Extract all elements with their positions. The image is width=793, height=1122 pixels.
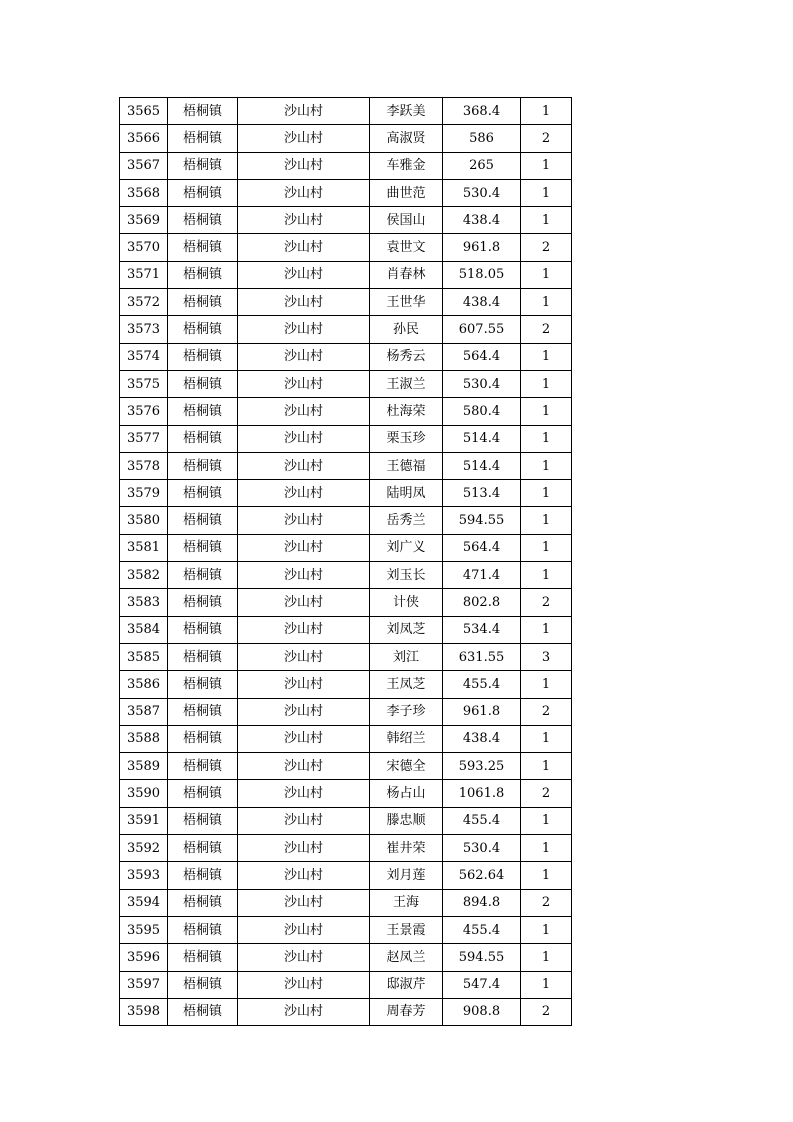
amount-cell: 802.8 (443, 589, 521, 616)
table-row (120, 671, 572, 698)
count-cell: 1 (521, 425, 572, 452)
name-cell: 袁世文 (370, 234, 443, 261)
count-cell: 1 (521, 562, 572, 589)
table-row (120, 589, 572, 616)
town-cell: 梧桐镇 (168, 807, 238, 834)
row-number-cell: 3572 (120, 289, 168, 316)
table-row (120, 835, 572, 862)
name-cell: 邸淑芹 (370, 971, 443, 998)
table-row (120, 998, 572, 1025)
village-cell: 沙山村 (238, 971, 370, 998)
amount-cell: 455.4 (443, 671, 521, 698)
count-cell: 2 (521, 698, 572, 725)
count-cell: 2 (521, 234, 572, 261)
town-cell: 梧桐镇 (168, 398, 238, 425)
count-cell: 1 (521, 152, 572, 179)
town-cell: 梧桐镇 (168, 507, 238, 534)
name-cell: 李子珍 (370, 698, 443, 725)
name-cell: 侯国山 (370, 207, 443, 234)
count-cell: 2 (521, 780, 572, 807)
town-cell: 梧桐镇 (168, 916, 238, 943)
row-number-cell: 3571 (120, 261, 168, 288)
table-row (120, 616, 572, 643)
name-cell: 陆明凤 (370, 480, 443, 507)
row-number-cell: 3580 (120, 507, 168, 534)
village-cell: 沙山村 (238, 152, 370, 179)
amount-cell: 961.8 (443, 698, 521, 725)
village-cell: 沙山村 (238, 862, 370, 889)
count-cell: 1 (521, 343, 572, 370)
row-number-cell: 3593 (120, 862, 168, 889)
table-row (120, 507, 572, 534)
row-number-cell: 3589 (120, 753, 168, 780)
amount-cell: 547.4 (443, 971, 521, 998)
town-cell: 梧桐镇 (168, 425, 238, 452)
village-cell: 沙山村 (238, 807, 370, 834)
town-cell: 梧桐镇 (168, 616, 238, 643)
amount-cell: 530.4 (443, 370, 521, 397)
name-cell: 刘广义 (370, 534, 443, 561)
village-cell: 沙山村 (238, 916, 370, 943)
row-number-cell: 3584 (120, 616, 168, 643)
amount-cell: 908.8 (443, 998, 521, 1025)
table-row (120, 480, 572, 507)
town-cell: 梧桐镇 (168, 316, 238, 343)
village-cell: 沙山村 (238, 398, 370, 425)
village-cell: 沙山村 (238, 616, 370, 643)
count-cell: 1 (521, 616, 572, 643)
name-cell: 王德福 (370, 452, 443, 479)
row-number-cell: 3586 (120, 671, 168, 698)
table-row (120, 971, 572, 998)
data-table (119, 97, 572, 1026)
count-cell: 3 (521, 643, 572, 670)
name-cell: 刘江 (370, 643, 443, 670)
row-number-cell: 3569 (120, 207, 168, 234)
amount-cell: 564.4 (443, 343, 521, 370)
count-cell: 1 (521, 398, 572, 425)
row-number-cell: 3592 (120, 835, 168, 862)
table-row (120, 862, 572, 889)
town-cell: 梧桐镇 (168, 234, 238, 261)
name-cell: 王景霞 (370, 916, 443, 943)
village-cell: 沙山村 (238, 289, 370, 316)
row-number-cell: 3591 (120, 807, 168, 834)
village-cell: 沙山村 (238, 835, 370, 862)
table-row (120, 179, 572, 206)
count-cell: 1 (521, 753, 572, 780)
amount-cell: 530.4 (443, 179, 521, 206)
village-cell: 沙山村 (238, 944, 370, 971)
name-cell: 肖春林 (370, 261, 443, 288)
amount-cell: 471.4 (443, 562, 521, 589)
count-cell: 1 (521, 179, 572, 206)
town-cell: 梧桐镇 (168, 889, 238, 916)
name-cell: 车雅金 (370, 152, 443, 179)
table-body (120, 98, 572, 1026)
name-cell: 杨占山 (370, 780, 443, 807)
village-cell: 沙山村 (238, 370, 370, 397)
count-cell: 2 (521, 998, 572, 1025)
table-row (120, 234, 572, 261)
town-cell: 梧桐镇 (168, 480, 238, 507)
amount-cell: 265 (443, 152, 521, 179)
row-number-cell: 3596 (120, 944, 168, 971)
table-row (120, 452, 572, 479)
village-cell: 沙山村 (238, 343, 370, 370)
village-cell: 沙山村 (238, 425, 370, 452)
amount-cell: 513.4 (443, 480, 521, 507)
name-cell: 宋德全 (370, 753, 443, 780)
name-cell: 杨秀云 (370, 343, 443, 370)
town-cell: 梧桐镇 (168, 589, 238, 616)
table-row (120, 643, 572, 670)
village-cell: 沙山村 (238, 753, 370, 780)
village-cell: 沙山村 (238, 234, 370, 261)
name-cell: 王凤芝 (370, 671, 443, 698)
amount-cell: 586 (443, 125, 521, 152)
town-cell: 梧桐镇 (168, 179, 238, 206)
name-cell: 杜海荣 (370, 398, 443, 425)
table-row (120, 698, 572, 725)
row-number-cell: 3583 (120, 589, 168, 616)
amount-cell: 368.4 (443, 98, 521, 125)
row-number-cell: 3574 (120, 343, 168, 370)
amount-cell: 564.4 (443, 534, 521, 561)
table-row (120, 316, 572, 343)
village-cell: 沙山村 (238, 98, 370, 125)
count-cell: 1 (521, 98, 572, 125)
village-cell: 沙山村 (238, 725, 370, 752)
village-cell: 沙山村 (238, 480, 370, 507)
row-number-cell: 3577 (120, 425, 168, 452)
row-number-cell: 3587 (120, 698, 168, 725)
name-cell: 王淑兰 (370, 370, 443, 397)
table-row (120, 425, 572, 452)
town-cell: 梧桐镇 (168, 98, 238, 125)
row-number-cell: 3578 (120, 452, 168, 479)
count-cell: 1 (521, 725, 572, 752)
amount-cell: 438.4 (443, 289, 521, 316)
town-cell: 梧桐镇 (168, 152, 238, 179)
town-cell: 梧桐镇 (168, 944, 238, 971)
table-row (120, 370, 572, 397)
village-cell: 沙山村 (238, 507, 370, 534)
row-number-cell: 3570 (120, 234, 168, 261)
amount-cell: 1061.8 (443, 780, 521, 807)
village-cell: 沙山村 (238, 534, 370, 561)
town-cell: 梧桐镇 (168, 289, 238, 316)
count-cell: 1 (521, 534, 572, 561)
town-cell: 梧桐镇 (168, 998, 238, 1025)
village-cell: 沙山村 (238, 643, 370, 670)
row-number-cell: 3595 (120, 916, 168, 943)
village-cell: 沙山村 (238, 452, 370, 479)
table-row (120, 562, 572, 589)
table-row (120, 289, 572, 316)
name-cell: 高淑贤 (370, 125, 443, 152)
row-number-cell: 3573 (120, 316, 168, 343)
amount-cell: 594.55 (443, 944, 521, 971)
row-number-cell: 3565 (120, 98, 168, 125)
row-number-cell: 3566 (120, 125, 168, 152)
town-cell: 梧桐镇 (168, 643, 238, 670)
row-number-cell: 3579 (120, 480, 168, 507)
count-cell: 1 (521, 862, 572, 889)
name-cell: 曲世范 (370, 179, 443, 206)
table-row (120, 207, 572, 234)
town-cell: 梧桐镇 (168, 452, 238, 479)
row-number-cell: 3588 (120, 725, 168, 752)
count-cell: 1 (521, 916, 572, 943)
name-cell: 刘玉长 (370, 562, 443, 589)
count-cell: 1 (521, 971, 572, 998)
table-row (120, 98, 572, 125)
amount-cell: 530.4 (443, 835, 521, 862)
table-row (120, 343, 572, 370)
amount-cell: 562.64 (443, 862, 521, 889)
amount-cell: 455.4 (443, 807, 521, 834)
town-cell: 梧桐镇 (168, 971, 238, 998)
amount-cell: 961.8 (443, 234, 521, 261)
count-cell: 1 (521, 261, 572, 288)
town-cell: 梧桐镇 (168, 753, 238, 780)
town-cell: 梧桐镇 (168, 671, 238, 698)
count-cell: 1 (521, 807, 572, 834)
table-row (120, 152, 572, 179)
count-cell: 2 (521, 125, 572, 152)
village-cell: 沙山村 (238, 998, 370, 1025)
village-cell: 沙山村 (238, 316, 370, 343)
town-cell: 梧桐镇 (168, 562, 238, 589)
village-cell: 沙山村 (238, 125, 370, 152)
village-cell: 沙山村 (238, 589, 370, 616)
row-number-cell: 3581 (120, 534, 168, 561)
row-number-cell: 3585 (120, 643, 168, 670)
row-number-cell: 3594 (120, 889, 168, 916)
town-cell: 梧桐镇 (168, 343, 238, 370)
row-number-cell: 3598 (120, 998, 168, 1025)
row-number-cell: 3590 (120, 780, 168, 807)
table-row (120, 889, 572, 916)
count-cell: 1 (521, 944, 572, 971)
town-cell: 梧桐镇 (168, 862, 238, 889)
count-cell: 1 (521, 480, 572, 507)
name-cell: 王海 (370, 889, 443, 916)
name-cell: 李跃美 (370, 98, 443, 125)
count-cell: 2 (521, 316, 572, 343)
table-row (120, 534, 572, 561)
name-cell: 计侠 (370, 589, 443, 616)
village-cell: 沙山村 (238, 698, 370, 725)
row-number-cell: 3567 (120, 152, 168, 179)
name-cell: 刘凤芝 (370, 616, 443, 643)
table-row (120, 807, 572, 834)
row-number-cell: 3576 (120, 398, 168, 425)
amount-cell: 607.55 (443, 316, 521, 343)
town-cell: 梧桐镇 (168, 370, 238, 397)
table-row (120, 780, 572, 807)
name-cell: 赵凤兰 (370, 944, 443, 971)
count-cell: 2 (521, 889, 572, 916)
amount-cell: 594.55 (443, 507, 521, 534)
town-cell: 梧桐镇 (168, 261, 238, 288)
name-cell: 滕忠顺 (370, 807, 443, 834)
name-cell: 周春芳 (370, 998, 443, 1025)
amount-cell: 455.4 (443, 916, 521, 943)
row-number-cell: 3575 (120, 370, 168, 397)
amount-cell: 438.4 (443, 207, 521, 234)
table-row (120, 125, 572, 152)
count-cell: 1 (521, 835, 572, 862)
table-row (120, 944, 572, 971)
amount-cell: 518.05 (443, 261, 521, 288)
amount-cell: 894.8 (443, 889, 521, 916)
name-cell: 栗玉珍 (370, 425, 443, 452)
village-cell: 沙山村 (238, 780, 370, 807)
amount-cell: 514.4 (443, 452, 521, 479)
count-cell: 1 (521, 671, 572, 698)
table-row (120, 753, 572, 780)
town-cell: 梧桐镇 (168, 207, 238, 234)
town-cell: 梧桐镇 (168, 780, 238, 807)
amount-cell: 580.4 (443, 398, 521, 425)
name-cell: 孙民 (370, 316, 443, 343)
amount-cell: 631.55 (443, 643, 521, 670)
row-number-cell: 3597 (120, 971, 168, 998)
name-cell: 王世华 (370, 289, 443, 316)
count-cell: 1 (521, 452, 572, 479)
town-cell: 梧桐镇 (168, 835, 238, 862)
count-cell: 2 (521, 589, 572, 616)
amount-cell: 514.4 (443, 425, 521, 452)
count-cell: 1 (521, 507, 572, 534)
village-cell: 沙山村 (238, 261, 370, 288)
table-row (120, 725, 572, 752)
village-cell: 沙山村 (238, 207, 370, 234)
village-cell: 沙山村 (238, 179, 370, 206)
town-cell: 梧桐镇 (168, 125, 238, 152)
count-cell: 1 (521, 207, 572, 234)
amount-cell: 593.25 (443, 753, 521, 780)
town-cell: 梧桐镇 (168, 534, 238, 561)
amount-cell: 534.4 (443, 616, 521, 643)
table-row (120, 398, 572, 425)
name-cell: 刘月莲 (370, 862, 443, 889)
row-number-cell: 3582 (120, 562, 168, 589)
amount-cell: 438.4 (443, 725, 521, 752)
count-cell: 1 (521, 289, 572, 316)
count-cell: 1 (521, 370, 572, 397)
town-cell: 梧桐镇 (168, 725, 238, 752)
village-cell: 沙山村 (238, 562, 370, 589)
town-cell: 梧桐镇 (168, 698, 238, 725)
name-cell: 崔井荣 (370, 835, 443, 862)
village-cell: 沙山村 (238, 671, 370, 698)
table-row (120, 261, 572, 288)
row-number-cell: 3568 (120, 179, 168, 206)
name-cell: 韩绍兰 (370, 725, 443, 752)
table-row (120, 916, 572, 943)
village-cell: 沙山村 (238, 889, 370, 916)
name-cell: 岳秀兰 (370, 507, 443, 534)
